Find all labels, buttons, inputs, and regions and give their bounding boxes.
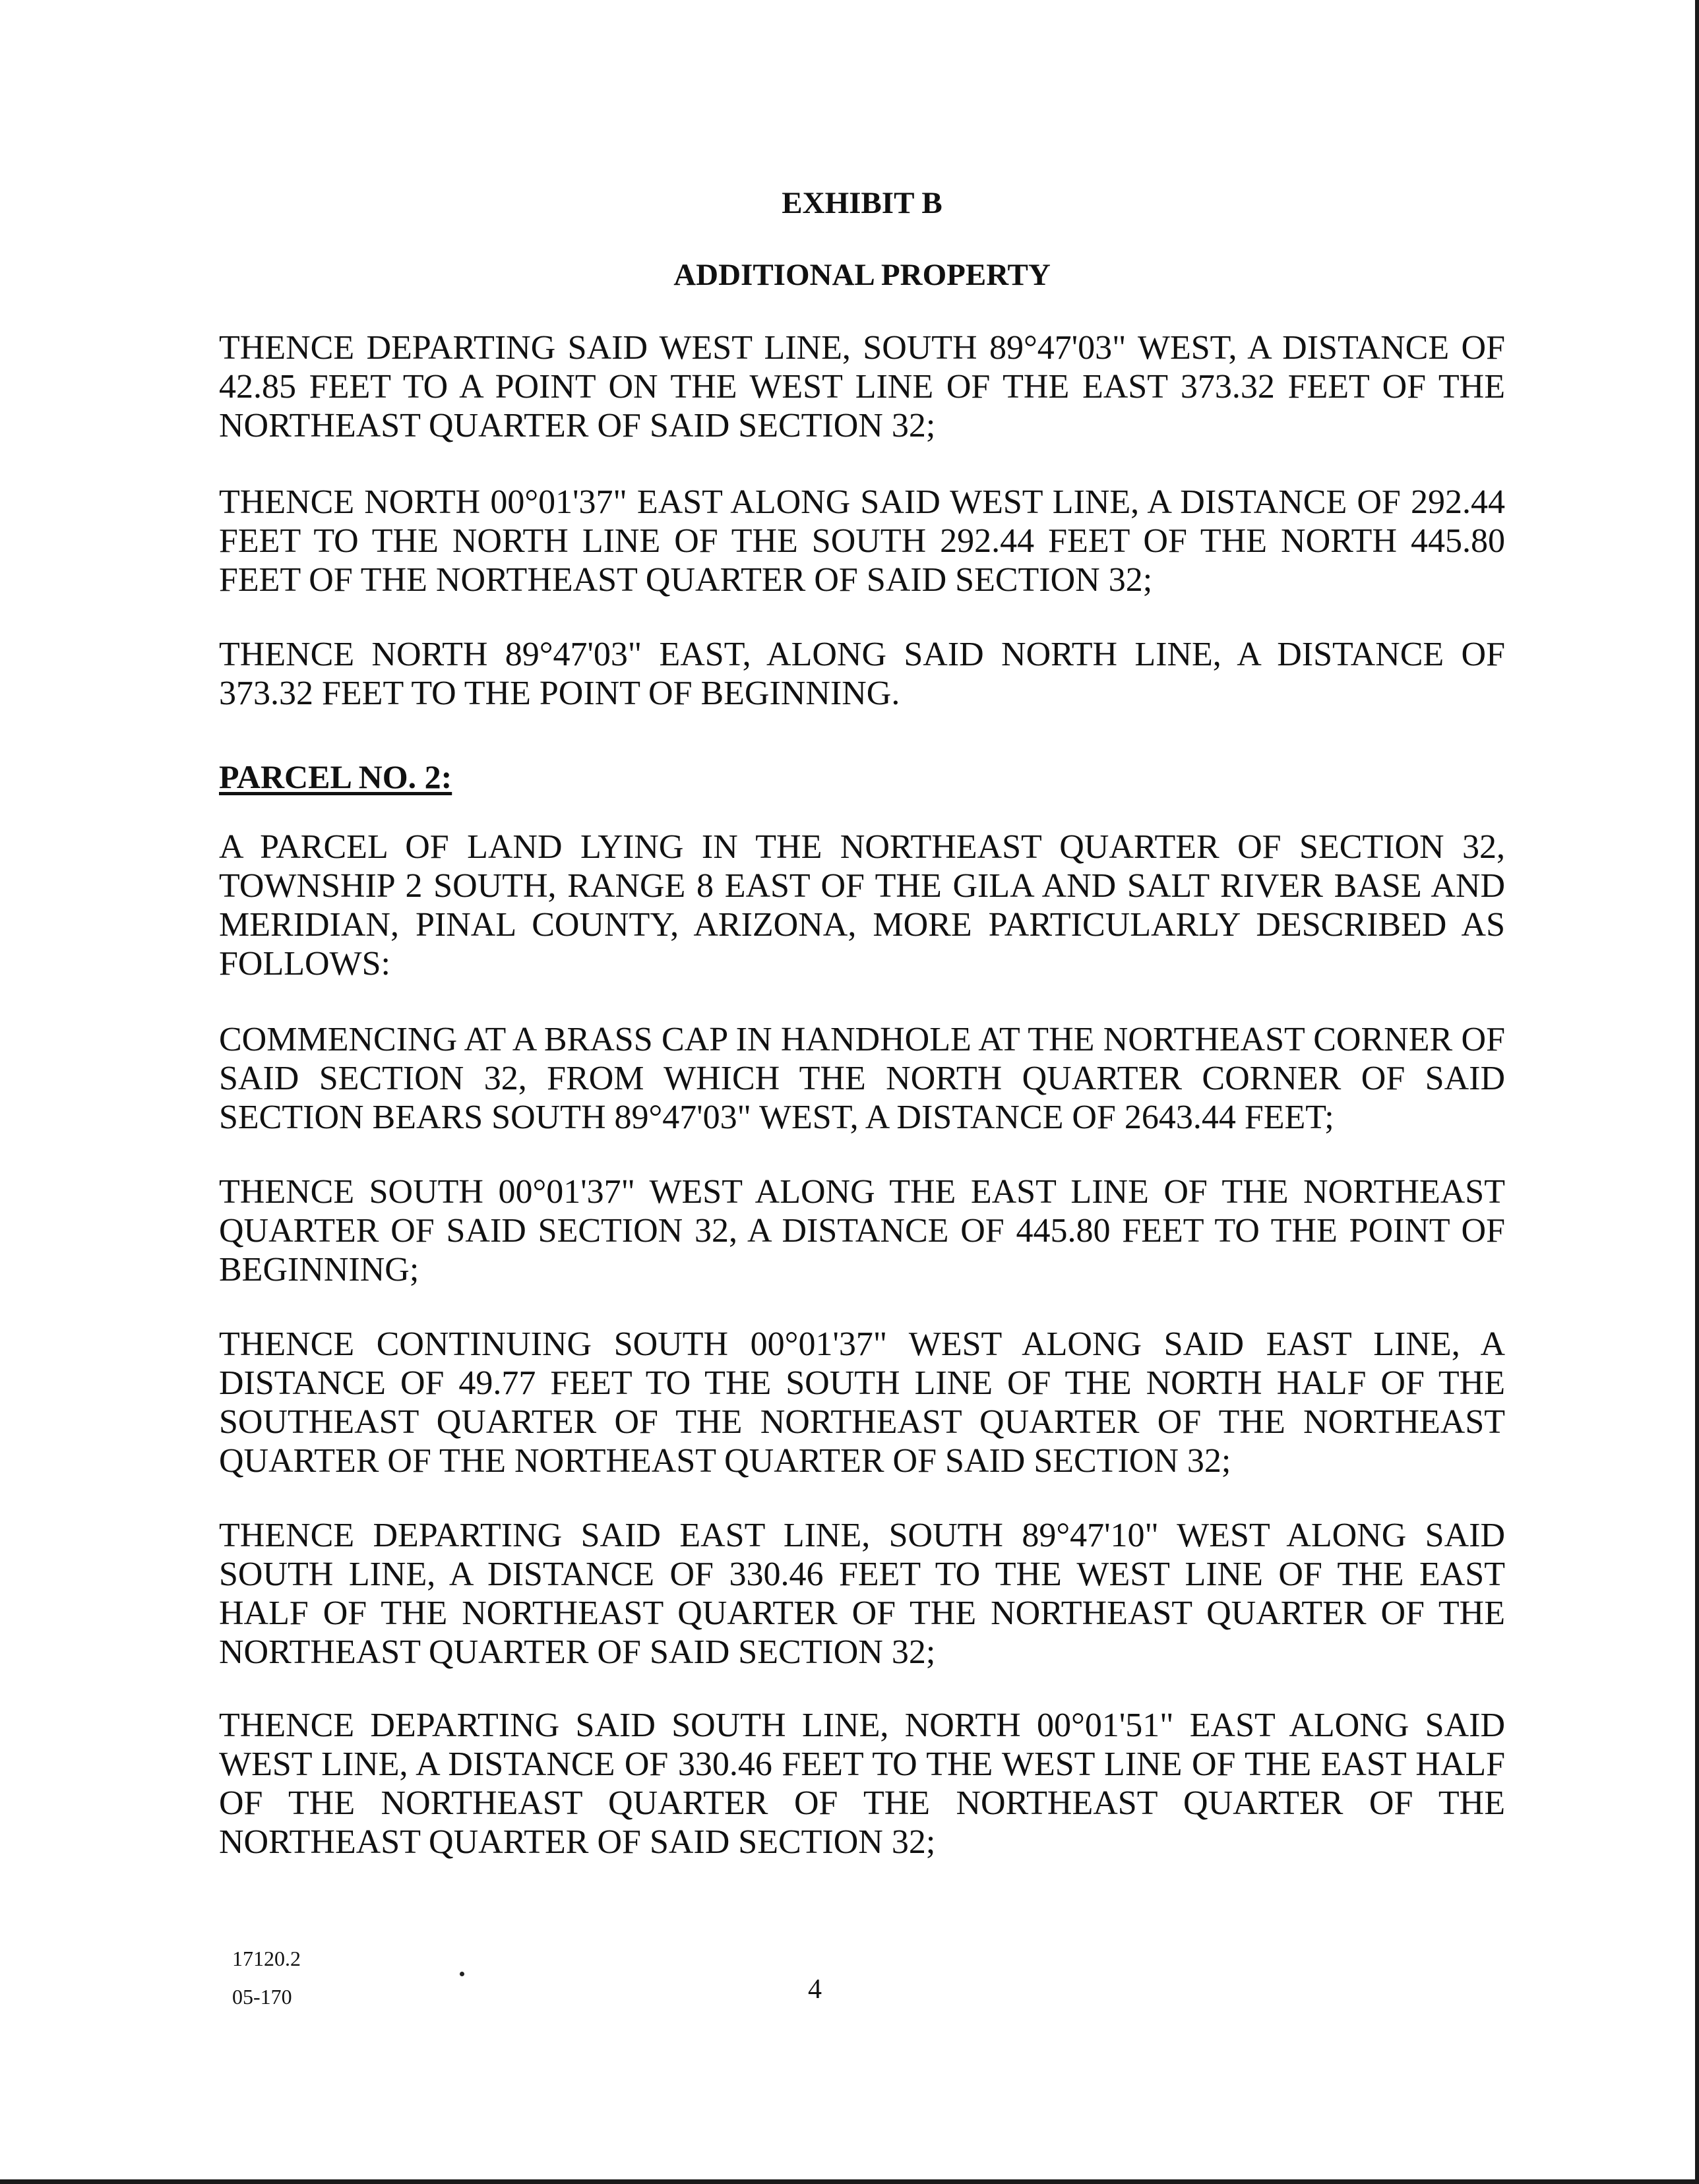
scan-speck: [460, 1972, 464, 1976]
paragraph-parcel-description: A PARCEL OF LAND LYING IN THE NORTHEAST QUARTER OF SECTION 32, TOWNSHIP 2 SOUTH, RANGE 8 EAST OF THE GILA AND SALT RIVER BASE AND MERIDIAN, PINAL COUNTY, ARIZONA, MORE PARTICULARLY DESCRIBED AS FOLLOWS:: [219, 828, 1505, 983]
document-page: [219, 0, 1505, 2184]
paragraph-continuing-south: THENCE CONTINUING SOUTH 00°01'37" WEST ALONG SAID EAST LINE, A DISTANCE OF 49.77 FEET TO THE SOUTH LINE OF THE NORTH HALF OF THE SOUTHEAST QUARTER OF THE NORTHEAST QUARTER OF THE NORTHEAST QUARTER OF THE NORTHEAST QUARTER OF SAID SECTION 32;: [219, 1325, 1505, 1480]
scan-edge-right: [1695, 0, 1699, 2184]
page-number: 4: [808, 1974, 822, 2005]
paragraph-departing-east-line: THENCE DEPARTING SAID EAST LINE, SOUTH 89°47'10" WEST ALONG SAID SOUTH LINE, A DISTANCE OF 330.46 FEET TO THE WEST LINE OF THE EAST HALF OF THE NORTHEAST QUARTER OF THE NORTHEAST QUARTER OF THE NORTHEAST QUARTER OF SAID SECTION 32;: [219, 1517, 1505, 1671]
paragraph-north-along-west-line: THENCE NORTH 00°01'37" EAST ALONG SAID WEST LINE, A DISTANCE OF 292.44 FEET TO THE NORTH LINE OF THE SOUTH 292.44 FEET OF THE NORTH 445.80 FEET OF THE NORTHEAST QUARTER OF SAID SECTION 32;: [219, 483, 1505, 599]
document-reference-number: 17120.2: [232, 1947, 301, 1970]
document-title: EXHIBIT B: [782, 186, 942, 220]
paragraph-point-of-beginning: THENCE NORTH 89°47'03" EAST, ALONG SAID NORTH LINE, A DISTANCE OF 373.32 FEET TO THE POINT OF BEGINNING.: [219, 636, 1505, 712]
paragraph-departing-west-line: THENCE DEPARTING SAID WEST LINE, SOUTH 89°47'03" WEST, A DISTANCE OF 42.85 FEET TO A POINT ON THE WEST LINE OF THE EAST 373.32 FEET OF THE NORTHEAST QUARTER OF SAID SECTION 32;: [219, 329, 1505, 444]
document-subtitle: ADDITIONAL PROPERTY: [673, 258, 1051, 292]
document-file-number: 05-170: [232, 1985, 292, 2009]
paragraph-south-along-east-line: THENCE SOUTH 00°01'37" WEST ALONG THE EAST LINE OF THE NORTHEAST QUARTER OF SAID SECTION 32, A DISTANCE OF 445.80 FEET TO THE POINT OF BEGINNING;: [219, 1173, 1505, 1289]
parcel-heading: PARCEL NO. 2:: [219, 758, 452, 795]
paragraph-commencing: COMMENCING AT A BRASS CAP IN HANDHOLE AT THE NORTHEAST CORNER OF SAID SECTION 32, FROM WHICH THE NORTH QUARTER CORNER OF SAID SECTION BEARS SOUTH 89°47'03" WEST, A DISTANCE OF 2643.44 FEET;: [219, 1021, 1505, 1136]
paragraph-departing-south-line: THENCE DEPARTING SAID SOUTH LINE, NORTH 00°01'51" EAST ALONG SAID WEST LINE, A DISTANCE OF 330.46 FEET TO THE WEST LINE OF THE EAST HALF OF THE NORTHEAST QUARTER OF THE NORTHEAST QUARTER OF THE NORTHEAST QUARTER OF SAID SECTION 32;: [219, 1707, 1505, 1861]
